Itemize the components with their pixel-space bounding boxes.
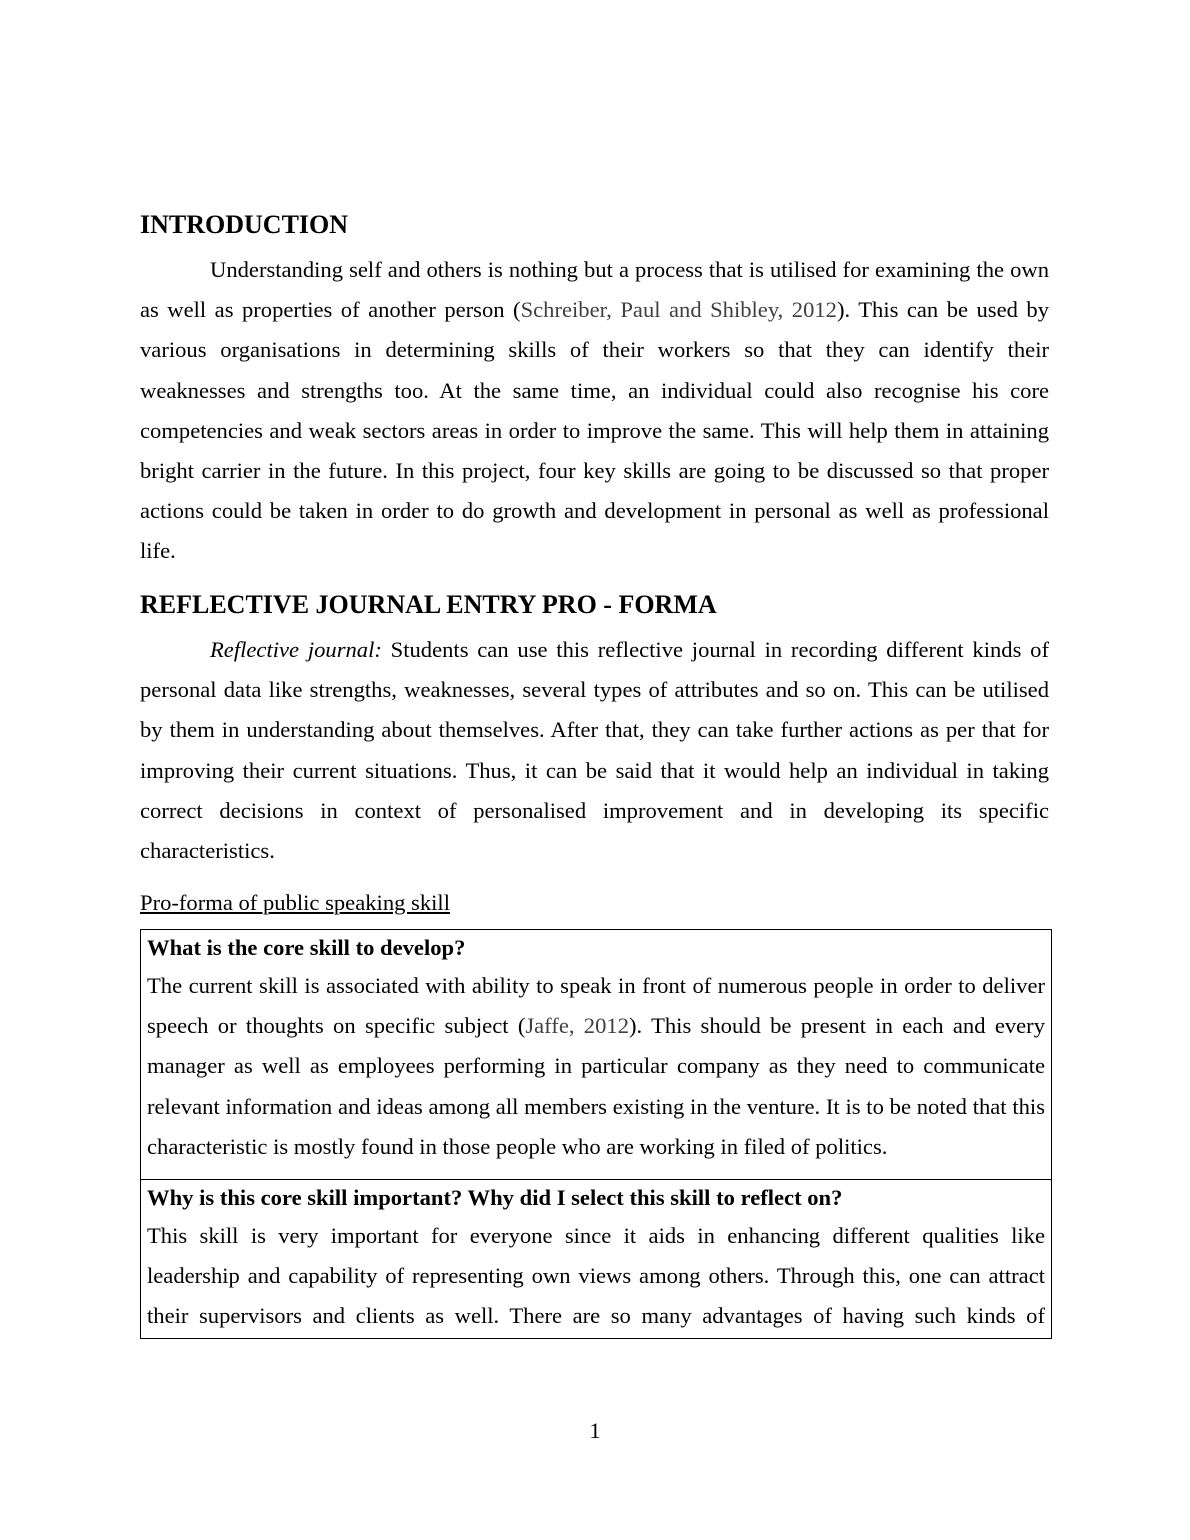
introduction-paragraph-block bbox=[140, 250, 1049, 572]
core-skill-cell bbox=[141, 930, 1052, 1180]
table-row bbox=[141, 1180, 1052, 1339]
journal-text: Students can use this reflective journal in recording different kinds of personal data like strengths, weaknesses, several types of attributes and so on. This can be utilised by them in understanding about themselves. After that, they can take further actions as per that for improving their current situations. Thus, it can be said that it would help an individual in taking correct decisions in context of personalised improvement and in developing its specific characteristics. bbox=[140, 637, 1049, 864]
proforma-label: Pro-forma of public speaking skill bbox=[140, 890, 450, 915]
introduction-heading: INTRODUCTION bbox=[140, 210, 349, 239]
importance-cell bbox=[141, 1180, 1052, 1339]
question-core-skill: What is the core skill to develop? bbox=[147, 935, 466, 960]
table-row bbox=[141, 930, 1052, 1180]
question-importance: Why is this core skill important? Why did I select this skill to reflect on? bbox=[147, 1185, 843, 1211]
journal-section bbox=[140, 590, 1049, 620]
introduction-paragraph bbox=[140, 250, 1049, 572]
citation: Jaffe, 2012 bbox=[525, 1013, 629, 1039]
journal-paragraph-block bbox=[140, 630, 1049, 871]
answer-importance: This skill is very important for everyone since it aids in enhancing different qualities like leadership and capability of representing own views among others. Through this, one can attract their supervisors and clients as well. There are so many advantages of having such kinds of bbox=[147, 1223, 1045, 1329]
answer-importance-wrap bbox=[147, 1216, 1045, 1338]
proforma-table bbox=[140, 929, 1052, 1339]
answer-text-1: The current skill is associated with ability to speak in front of numerous people in order to deliver speech or thoughts on specific subject ( bbox=[147, 973, 1045, 1039]
introduction-section bbox=[140, 210, 1049, 240]
journal-paragraph bbox=[140, 630, 1049, 871]
answer-core-skill bbox=[147, 966, 1045, 1179]
intro-text-2: ). This can be used by various organisations in determining skills of their workers so that they can identify their weaknesses and strengths too. At the same time, an individual could also recognise his core competencies and weak sectors areas in order to improve the same. This will help them in attaining bright carrier in the future. In this project, four key skills are going to be discussed so that proper actions could be taken in order to do growth and development in personal as well as professional life. bbox=[140, 297, 1049, 564]
journal-heading: REFLECTIVE JOURNAL ENTRY PRO - FORMA bbox=[140, 590, 717, 619]
answer-text-2: ). This should be present in each and every manager as well as employees performing in particular company as they need to communicate relevant information and ideas among all members existing in the venture. It is to be noted that this characteristic is mostly found in those people who are working in filed of politics. bbox=[147, 1013, 1045, 1159]
intro-text-1: Understanding self and others is nothing but a process that is utilised for examining the own as well as properties of another person ( bbox=[140, 257, 1049, 323]
journal-lead: Reflective journal: bbox=[210, 637, 382, 662]
page-number: 1 bbox=[589, 1418, 601, 1443]
citation: Schreiber, Paul and Shibley, 2012 bbox=[520, 297, 837, 323]
